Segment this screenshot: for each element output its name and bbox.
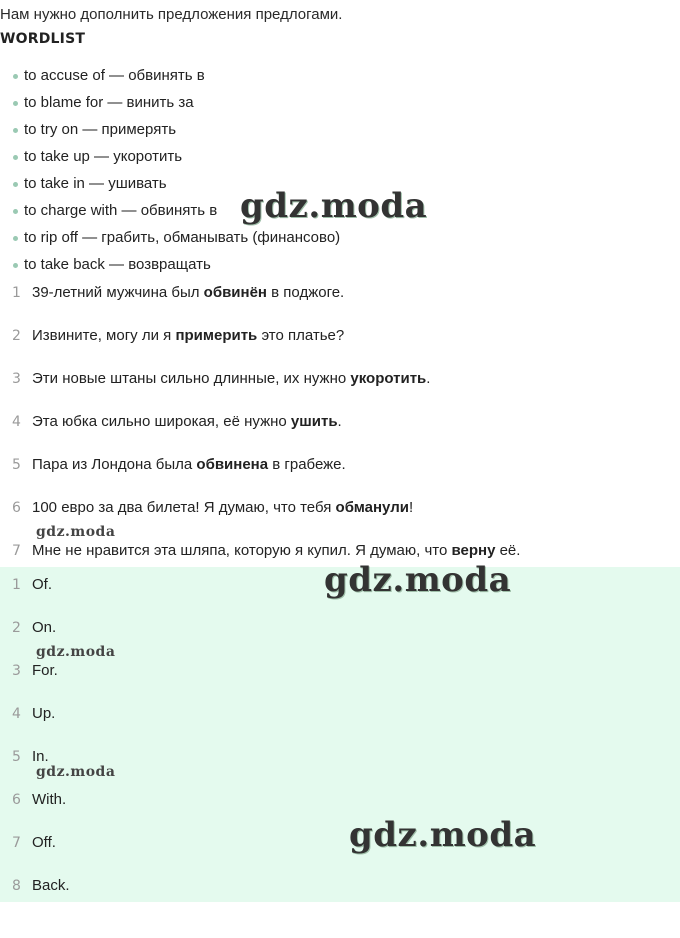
wordlist-item: to take in — ушивать [0,174,340,201]
answer-number: 3 [12,663,21,679]
wordlist-item: to take back — возвращать [0,255,340,282]
answer-text: Off. [32,834,56,851]
answer-text: Back. [32,877,70,894]
question-text: 39-летний мужчина был обвинён в поджоге. [32,284,345,301]
answer-text: With. [32,791,67,808]
answer-text: In. [32,748,49,765]
wordlist-item: to rip off — грабить, обманывать (финансово) [0,228,340,255]
wordlist-item: to accuse of — обвинять в [0,66,340,93]
question-number: 3 [12,371,21,387]
wordlist-title: WORDLIST [0,31,86,47]
question-number: 7 [12,543,21,559]
question-number: 5 [12,457,21,473]
question-text: 100 евро за два билета! Я думаю, что тебя обманули! [32,499,414,516]
answer-number: 8 [12,878,21,894]
question-text: Эта юбка сильно широкая, её нужно ушить. [32,413,342,430]
answer-number: 2 [12,620,21,636]
bullet-icon [13,128,18,133]
question-number: 6 [12,500,21,516]
question-number: 2 [12,328,21,344]
question-text: Извините, могу ли я примерить это платье? [32,327,345,344]
bullet-icon [13,263,18,268]
wordlist-item: to charge with — обвинять в [0,201,340,228]
answer-number: 1 [12,577,21,593]
bullet-icon [13,101,18,106]
watermark-logo: gdz.moda [349,815,537,855]
watermark-logo: gdz.moda [36,644,116,660]
answer-number: 6 [12,792,21,808]
bullet-icon [13,236,18,241]
answers-panel [0,567,680,902]
answer-text: For. [32,662,58,679]
watermark-logo: gdz.moda [36,764,116,780]
answer-number: 5 [12,749,21,765]
answer-text: On. [32,619,57,636]
bullet-icon [13,182,18,187]
task-instruction: Нам нужно дополнить предложения предлогами. [0,6,343,23]
question-text: Пара из Лондона была обвинена в грабеже. [32,456,346,473]
wordlist [0,66,340,282]
answer-number: 7 [12,835,21,851]
watermark-logo: gdz.moda [36,524,116,540]
wordlist-item: to try on — примерять [0,120,340,147]
watermark-logo: gdz.moda [324,560,512,600]
answer-number: 4 [12,706,21,722]
bullet-icon [13,209,18,214]
bullet-icon [13,155,18,160]
answer-text: Up. [32,705,56,722]
wordlist-item: to blame for — винить за [0,93,340,120]
question-text: Мне не нравится эта шляпа, которую я купил. Я думаю, что верну её. [32,542,521,559]
question-number: 1 [12,285,21,301]
bullet-icon [13,74,18,79]
answer-text: Of. [32,576,53,593]
wordlist-item: to take up — укоротить [0,147,340,174]
question-number: 4 [12,414,21,430]
question-text: Эти новые штаны сильно длинные, их нужно укоротить. [32,370,431,387]
watermark-logo: gdz.moda [240,186,428,226]
